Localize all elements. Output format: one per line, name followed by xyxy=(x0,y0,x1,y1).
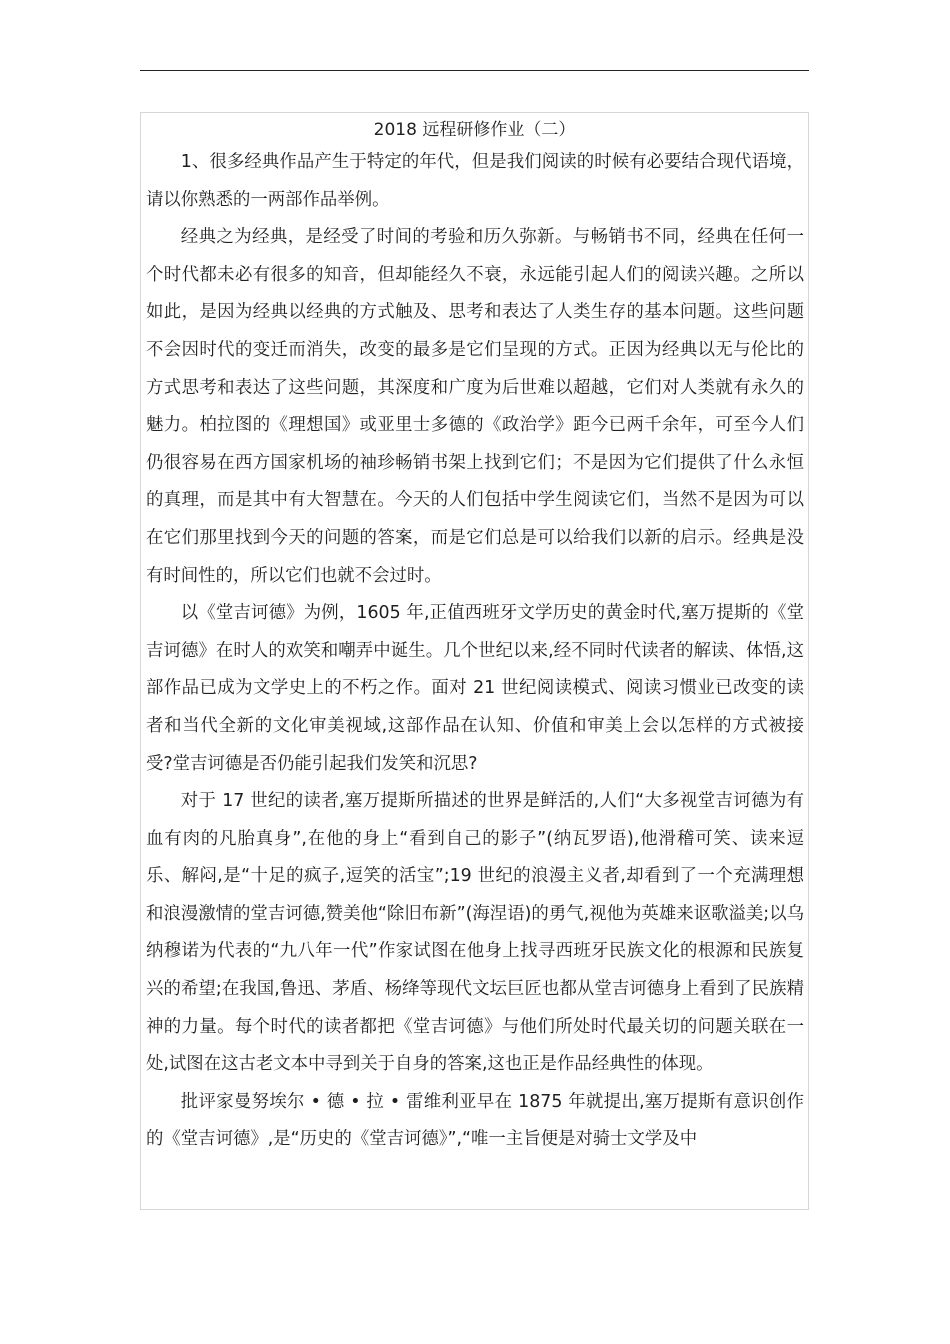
question-paragraph: 1、很多经典作品产生于特定的年代，但是我们阅读的时候有必要结合现代语境，请以你熟悉的一两部作品举例。 xyxy=(146,152,804,210)
header-rule xyxy=(140,70,809,71)
body-paragraph-2: 以《堂吉诃德》为例，1605 年,正值西班牙文学历史的黄金时代,塞万提斯的《堂吉诃德》在时人的欢笑和嘲弄中诞生。几个世纪以来,经不同时代读者的解读、体悟,这部作品已成为文学史上的不朽之作。面对 21 世纪阅读模式、阅读习惯业已改变的读者和当代全新的文化审美视域,这部作品在认知、价值和审美上会以怎样的方式被接受?堂吉诃德是否仍能引起我们发笑和沉思? xyxy=(146,603,804,774)
body-paragraph-3: 对于 17 世纪的读者,塞万提斯所描述的世界是鲜活的,人们“大多视堂吉诃德为有血有肉的凡胎真身”,在他的身上“看到自己的影子”(纳瓦罗语),他滑稽可笑、读来逗乐、解闷,是“十足的疯子,逗笑的活宝”;19 世纪的浪漫主义者,却看到了一个充满理想和浪漫激情的堂吉诃德,赞美他“除旧布新”(海涅语)的勇气,视他为英雄来讴歌溢美;以乌纳穆诺为代表的“九八年一代”作家试图在他身上找寻西班牙民族文化的根源和民族复兴的希望;在我国,鲁迅、茅盾、杨绛等现代文坛巨匠也都从堂吉诃德身上看到了民族精神的力量。每个时代的读者都把《堂吉诃德》与他们所处时代最关切的问题关联在一处,试图在这古老文本中寻到关于自身的答案,这也正是作品经典性的体现。 xyxy=(146,791,804,1075)
document-title: 2018 远程研修作业（二） xyxy=(373,120,576,140)
body-paragraph-4: 批评家曼努埃尔 • 德 • 拉 • 雷维利亚早在 1875 年就提出,塞万提斯有意识创作的《堂吉诃德》,是“历史的《堂吉诃德》”,“唯一主旨便是对骑士文学及中 xyxy=(146,1091,804,1150)
body-paragraph-1: 经典之为经典，是经受了时间的考验和历久弥新。与畅销书不同，经典在任何一个时代都未必有很多的知音，但却能经久不衰，永远能引起人们的阅读兴趣。之所以如此，是因为经典以经典的方式触及、思考和表达了人类生存的基本问题。这些问题不会因时代的变迁而消失，改变的最多是它们呈现的方式。正因为经典以无与伦比的方式思考和表达了这些问题，其深度和广度为后世难以超越，它们对人类就有永久的魅力。柏拉图的《理想国》或亚里士多德的《政治学》距今已两千余年，可至今人们仍很容易在西方国家机场的袖珍畅销书架上找到它们；不是因为它们提供了什么永恒的真理，而是其中有大智慧在。今天的人们包括中学生阅读它们，当然不是因为可以在它们那里找到今天的问题的答案，而是它们总是可以给我们以新的启示。经典是没有时间性的，所以它们也就不会过时。 xyxy=(146,227,804,586)
document-body xyxy=(140,112,809,1210)
